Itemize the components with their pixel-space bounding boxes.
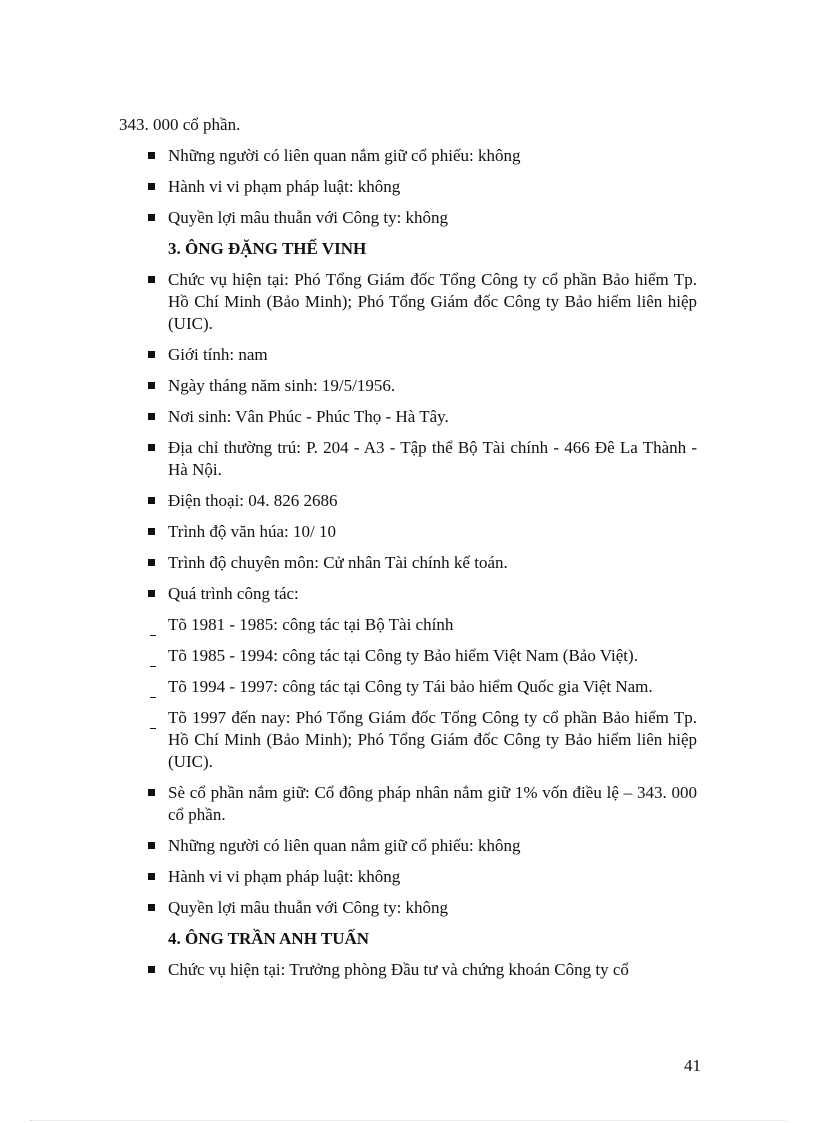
bullet-item (119, 406, 697, 428)
dash-bullet-icon (144, 676, 158, 698)
bullet-text: Địa chỉ thường trú: P. 204 - A3 - Tập thể Bộ Tài chính - 466 Đê La Thành - Hà Nội. (168, 438, 697, 479)
bullet-item (119, 521, 697, 543)
dash-item (119, 645, 697, 667)
square-bullet-icon (144, 207, 158, 229)
bullet-item (119, 269, 697, 335)
bullet-item (119, 782, 697, 826)
dash-item (119, 707, 697, 773)
bullet-item (119, 437, 697, 481)
square-bullet-icon (144, 344, 158, 366)
footer-divider (30, 1120, 786, 1121)
dash-bullet-icon (144, 707, 158, 729)
bullet-text: Giới tính: nam (168, 345, 268, 364)
bullet-item (119, 490, 697, 512)
page-number: 41 (684, 1056, 701, 1075)
bullet-item (119, 959, 697, 981)
document-body (119, 114, 697, 990)
bullet-item (119, 583, 697, 605)
bullet-text: Sè cổ phần nắm giữ: Cổ đông pháp nhân nắm giữ 1% vốn điều lệ – 343. 000 cổ phần. (168, 783, 697, 824)
square-bullet-icon (144, 782, 158, 804)
dash-text: Tõ 1981 - 1985: công tác tại Bộ Tài chính (168, 615, 454, 634)
text-line: 343. 000 cổ phần. (119, 115, 241, 134)
square-bullet-icon (144, 897, 158, 919)
bullet-item (119, 866, 697, 888)
bullet-item (119, 207, 697, 229)
bullet-item (119, 552, 697, 574)
bullet-text: Quyền lợi mâu thuẫn với Công ty: không (168, 898, 449, 917)
dash-text: Tõ 1997 đến nay: Phó Tổng Giám đốc Tổng Công ty cổ phần Bảo hiểm Tp. Hồ Chí Minh (Bảo Minh); Phó Tổng Giám đốc Công ty Bảo hiểm liên hiệp (UIC). (168, 708, 697, 771)
bullet-item (119, 897, 697, 919)
bullet-text: Nơi sinh: Vân Phúc - Phúc Thọ - Hà Tây. (168, 407, 449, 426)
section-heading: 3. ÔNG ĐẶNG THẾ VINH (168, 239, 367, 258)
bullet-text: Chức vụ hiện tại: Trưởng phòng Đầu tư và chứng khoán Công ty cổ (168, 960, 629, 979)
square-bullet-icon (144, 490, 158, 512)
bullet-text: Điện thoại: 04. 826 2686 (168, 491, 338, 510)
bullet-text: Quyền lợi mâu thuẫn với Công ty: không (168, 208, 449, 227)
square-bullet-icon (144, 145, 158, 167)
square-bullet-icon (144, 269, 158, 291)
square-bullet-icon (144, 176, 158, 198)
bullet-text: Hành vi vi phạm pháp luật: không (168, 867, 401, 886)
square-bullet-icon (144, 521, 158, 543)
square-bullet-icon (144, 437, 158, 459)
dash-text: Tõ 1985 - 1994: công tác tại Công ty Bảo hiểm Việt Nam (Bảo Việt). (168, 646, 638, 665)
dash-item (119, 614, 697, 636)
square-bullet-icon (144, 583, 158, 605)
section-heading: 4. ÔNG TRẦN ANH TUẤN (168, 929, 370, 948)
bullet-text: Những người có liên quan nắm giữ cổ phiếu: không (168, 146, 521, 165)
bullet-item (119, 176, 697, 198)
square-bullet-icon (144, 552, 158, 574)
bullet-item (119, 145, 697, 167)
square-bullet-icon (144, 866, 158, 888)
bullet-text: Hành vi vi phạm pháp luật: không (168, 177, 401, 196)
bullet-text: Trình độ văn húa: 10/ 10 (168, 522, 336, 541)
bullet-item (119, 375, 697, 397)
dash-bullet-icon (144, 645, 158, 667)
bullet-text: Những người có liên quan nắm giữ cổ phiếu: không (168, 836, 521, 855)
square-bullet-icon (144, 406, 158, 428)
bullet-text: Quá trình công tác: (168, 584, 299, 603)
square-bullet-icon (144, 375, 158, 397)
bullet-text: Ngày tháng năm sinh: 19/5/1956. (168, 376, 396, 395)
square-bullet-icon (144, 959, 158, 981)
dash-bullet-icon (144, 614, 158, 636)
square-bullet-icon (144, 835, 158, 857)
bullet-text: Trình độ chuyên môn: Cử nhân Tài chính kế toán. (168, 553, 508, 572)
bullet-text: Chức vụ hiện tại: Phó Tổng Giám đốc Tổng Công ty cổ phần Bảo hiểm Tp. Hồ Chí Minh (Bảo Minh); Phó Tổng Giám đốc Công ty Bảo hiểm liên hiệp (UIC). (168, 270, 697, 333)
bullet-item (119, 835, 697, 857)
dash-item (119, 676, 697, 698)
dash-text: Tõ 1994 - 1997: công tác tại Công ty Tái bảo hiểm Quốc gia Việt Nam. (168, 677, 653, 696)
bullet-item (119, 344, 697, 366)
